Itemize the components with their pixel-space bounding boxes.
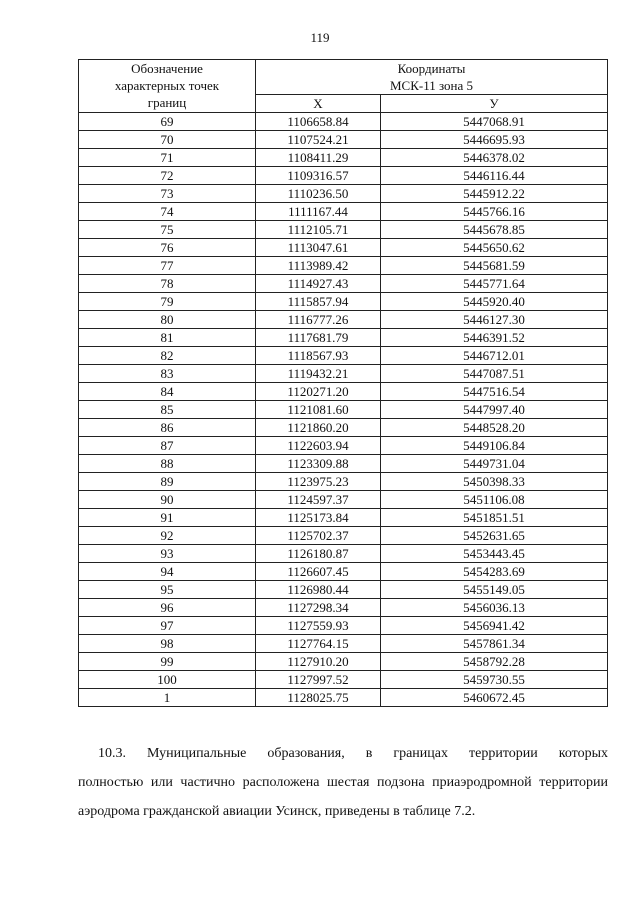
x-coordinate-cell: 1106658.84 <box>256 113 381 131</box>
x-coordinate-cell: 1127910.20 <box>256 653 381 671</box>
point-cell: 90 <box>79 491 256 509</box>
x-coordinate-cell: 1122603.94 <box>256 437 381 455</box>
y-coordinate-cell: 5447997.40 <box>381 401 608 419</box>
y-coordinate-cell: 5449106.84 <box>381 437 608 455</box>
y-coordinate-cell: 5453443.45 <box>381 545 608 563</box>
y-coordinate-cell: 5448528.20 <box>381 419 608 437</box>
y-coordinate-cell: 5455149.05 <box>381 581 608 599</box>
y-coordinate-cell: 5456941.42 <box>381 617 608 635</box>
coordinates-header-line: Координаты <box>397 61 466 76</box>
x-coordinate-cell: 1119432.21 <box>256 365 381 383</box>
point-cell: 82 <box>79 347 256 365</box>
table-row <box>79 581 608 599</box>
point-cell: 97 <box>79 617 256 635</box>
x-coordinate-cell: 1109316.57 <box>256 167 381 185</box>
coordinates-header-line: МСК-11 зона 5 <box>389 78 474 93</box>
y-coordinate-cell: 5446127.30 <box>381 311 608 329</box>
x-coordinate-cell: 1127764.15 <box>256 635 381 653</box>
x-coordinate-cell: 1127559.93 <box>256 617 381 635</box>
y-coordinate-cell: 5450398.33 <box>381 473 608 491</box>
x-coordinate-cell: 1124597.37 <box>256 491 381 509</box>
designation-header-line: характерных точек <box>114 78 220 93</box>
x-coordinate-cell: 1126607.45 <box>256 563 381 581</box>
point-cell: 96 <box>79 599 256 617</box>
coordinates-header <box>256 60 608 95</box>
x-column-header: X <box>256 95 381 113</box>
x-coordinate-cell: 1121081.60 <box>256 401 381 419</box>
x-coordinate-cell: 1125173.84 <box>256 509 381 527</box>
table-row <box>79 437 608 455</box>
y-coordinate-cell: 5447087.51 <box>381 365 608 383</box>
table-row <box>79 293 608 311</box>
table-row <box>79 275 608 293</box>
x-coordinate-cell: 1121860.20 <box>256 419 381 437</box>
table-row <box>79 203 608 221</box>
table-row <box>79 185 608 203</box>
x-coordinate-cell: 1127298.34 <box>256 599 381 617</box>
x-coordinate-cell: 1116777.26 <box>256 311 381 329</box>
x-coordinate-cell: 1125702.37 <box>256 527 381 545</box>
x-coordinate-cell: 1115857.94 <box>256 293 381 311</box>
designation-header-line: границ <box>147 95 187 110</box>
point-cell: 95 <box>79 581 256 599</box>
point-cell: 81 <box>79 329 256 347</box>
y-coordinate-cell: 5449731.04 <box>381 455 608 473</box>
table-row <box>79 509 608 527</box>
table-row <box>79 347 608 365</box>
point-cell: 89 <box>79 473 256 491</box>
table-row <box>79 257 608 275</box>
x-coordinate-cell: 1118567.93 <box>256 347 381 365</box>
y-coordinate-cell: 5458792.28 <box>381 653 608 671</box>
table-row <box>79 401 608 419</box>
y-coordinate-cell: 5445678.85 <box>381 221 608 239</box>
point-cell: 91 <box>79 509 256 527</box>
point-cell: 1 <box>79 689 256 707</box>
point-cell: 86 <box>79 419 256 437</box>
table-row <box>79 131 608 149</box>
x-coordinate-cell: 1123975.23 <box>256 473 381 491</box>
body-paragraph <box>78 739 608 826</box>
x-coordinate-cell: 1120271.20 <box>256 383 381 401</box>
table-row <box>79 329 608 347</box>
point-cell: 75 <box>79 221 256 239</box>
paragraph-line: полностью или частично расположена шестая подзона приаэродромной территории <box>78 775 608 790</box>
x-coordinate-cell: 1113047.61 <box>256 239 381 257</box>
point-cell: 84 <box>79 383 256 401</box>
point-cell: 70 <box>79 131 256 149</box>
x-coordinate-cell: 1113989.42 <box>256 257 381 275</box>
y-coordinate-cell: 5445920.40 <box>381 293 608 311</box>
point-cell: 87 <box>79 437 256 455</box>
paragraph-line: 10.3. Муниципальные образования, в границах территории которых <box>98 746 608 761</box>
table-row <box>79 527 608 545</box>
x-coordinate-cell: 1126980.44 <box>256 581 381 599</box>
y-coordinate-cell: 5445912.22 <box>381 185 608 203</box>
table-row <box>79 455 608 473</box>
point-cell: 73 <box>79 185 256 203</box>
y-coordinate-cell: 5447516.54 <box>381 383 608 401</box>
page-number: 119 <box>310 30 330 45</box>
table-header-row <box>79 60 608 95</box>
point-cell: 92 <box>79 527 256 545</box>
y-coordinate-cell: 5460672.45 <box>381 689 608 707</box>
y-coordinate-cell: 5456036.13 <box>381 599 608 617</box>
designation-header <box>79 60 256 113</box>
table-row <box>79 635 608 653</box>
y-coordinate-cell: 5445681.59 <box>381 257 608 275</box>
table-row <box>79 221 608 239</box>
table-row <box>79 473 608 491</box>
point-cell: 80 <box>79 311 256 329</box>
table-row <box>79 113 608 131</box>
y-coordinate-cell: 5446391.52 <box>381 329 608 347</box>
y-coordinate-cell: 5459730.55 <box>381 671 608 689</box>
table-row <box>79 419 608 437</box>
y-coordinate-cell: 5452631.65 <box>381 527 608 545</box>
point-cell: 83 <box>79 365 256 383</box>
table-row <box>79 383 608 401</box>
y-coordinate-cell: 5447068.91 <box>381 113 608 131</box>
x-coordinate-cell: 1110236.50 <box>256 185 381 203</box>
point-cell: 100 <box>79 671 256 689</box>
table-row <box>79 599 608 617</box>
table-row <box>79 563 608 581</box>
point-cell: 79 <box>79 293 256 311</box>
y-column-header: У <box>381 95 608 113</box>
table-row <box>79 239 608 257</box>
point-cell: 71 <box>79 149 256 167</box>
y-coordinate-cell: 5446116.44 <box>381 167 608 185</box>
x-coordinate-cell: 1117681.79 <box>256 329 381 347</box>
point-cell: 88 <box>79 455 256 473</box>
point-cell: 69 <box>79 113 256 131</box>
y-coordinate-cell: 5454283.69 <box>381 563 608 581</box>
x-coordinate-cell: 1123309.88 <box>256 455 381 473</box>
table-row <box>79 545 608 563</box>
point-cell: 72 <box>79 167 256 185</box>
point-cell: 74 <box>79 203 256 221</box>
y-coordinate-cell: 5446378.02 <box>381 149 608 167</box>
point-cell: 99 <box>79 653 256 671</box>
y-coordinate-cell: 5445766.16 <box>381 203 608 221</box>
point-cell: 78 <box>79 275 256 293</box>
point-cell: 85 <box>79 401 256 419</box>
x-coordinate-cell: 1127997.52 <box>256 671 381 689</box>
paragraph-line: аэродрома гражданской авиации Усинск, приведены в таблице 7.2. <box>78 804 476 819</box>
x-coordinate-cell: 1108411.29 <box>256 149 381 167</box>
y-coordinate-cell: 5445650.62 <box>381 239 608 257</box>
x-coordinate-cell: 1126180.87 <box>256 545 381 563</box>
designation-header-line: Обозначение <box>131 61 203 76</box>
y-coordinate-cell: 5451851.51 <box>381 509 608 527</box>
x-coordinate-cell: 1111167.44 <box>256 203 381 221</box>
y-coordinate-cell: 5446712.01 <box>381 347 608 365</box>
y-coordinate-cell: 5445771.64 <box>381 275 608 293</box>
x-coordinate-cell: 1114927.43 <box>256 275 381 293</box>
point-cell: 76 <box>79 239 256 257</box>
x-coordinate-cell: 1128025.75 <box>256 689 381 707</box>
table-row <box>79 491 608 509</box>
table-row <box>79 653 608 671</box>
table-row <box>79 167 608 185</box>
table-row <box>79 365 608 383</box>
x-coordinate-cell: 1107524.21 <box>256 131 381 149</box>
point-cell: 93 <box>79 545 256 563</box>
coordinates-table <box>78 59 608 707</box>
y-coordinate-cell: 5457861.34 <box>381 635 608 653</box>
table-body <box>79 113 608 707</box>
y-coordinate-cell: 5451106.08 <box>381 491 608 509</box>
x-coordinate-cell: 1112105.71 <box>256 221 381 239</box>
table-row <box>79 149 608 167</box>
table-row <box>79 671 608 689</box>
point-cell: 98 <box>79 635 256 653</box>
table-row <box>79 617 608 635</box>
point-cell: 77 <box>79 257 256 275</box>
point-cell: 94 <box>79 563 256 581</box>
table-row <box>79 311 608 329</box>
table-row <box>79 689 608 707</box>
y-coordinate-cell: 5446695.93 <box>381 131 608 149</box>
